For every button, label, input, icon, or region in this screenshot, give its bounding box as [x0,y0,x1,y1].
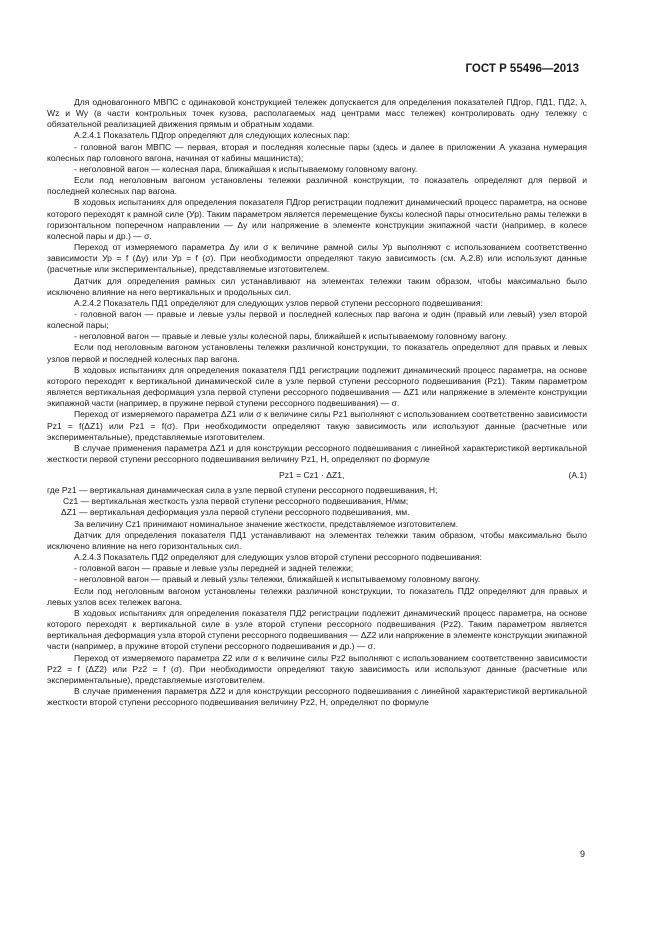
body-text [47,97,587,708]
paragraph: А.2.4.2 Показатель ПД1 определяют для следующих узлов первой ступени рессорного подвешивания: [74,297,483,308]
legend-item: ΔZ1 — вертикальная деформация узла первой ступени рессорного подвешивания, мм. [61,507,410,518]
paragraph: Для одновагонного МВПС с одинаковой конструкцией тележек допускается для определения показателей ПДгор, ПД1, ПД2, λ, Wz и Wy (в части контрольных точек кузова, располагаемых над центрами масс тележек) контролировать одну тележку с обязательной реализацией движения прямым и обратным ходами. [47,97,587,130]
formula-a1 [47,468,587,485]
paragraph: А.2.4.3 Показатель ПД2 определяют для следующих узлов второй ступени рессорного подвешивания: [74,552,482,563]
paragraph: - головной вагон — правые и левые узлы передней и задней тележки; [74,563,354,574]
paragraph: За величину Сz1 принимают номинальное значение жесткости, представляемое изготовителем. [74,518,459,529]
standard-header: ГОСТ Р 55496—2013 [465,63,579,75]
paragraph: В случае применения параметра ΔZ2 и для конструкции рессорного подвешивания с линейной характеристикой вертикальной жесткости второй ступени рессорного подвешивания величину Рz2, Н, определяют по формуле [47,685,587,708]
paragraph: В случае применения параметра ΔZ1 и для конструкции рессорного подвешивания с линейной характеристикой вертикальной жесткости первой ступени рессорного подвешивания величину Рz1, Н, определяют по формуле [47,442,587,464]
paragraph: Переход от измеряемого параметра ΔZ1 или σ к величине силы Рz1 выполняют с использованием соответственно зависимости Рz1 = f(ΔZ1) или Рz1 = f(σ). При необходимости определяют такую зависимость или используют данные (расчетные или экспериментальные), представляемые изготовителем. [47,409,587,442]
legend-item: где Рz1 — вертикальная динамическая сила в узле первой ступени рессорного подвешивания, Н; [47,485,438,496]
paragraph: - головной вагон МВПС — первая, вторая и последняя колесные пары (здесь и далее в приложении А указана нумерация колесных пар головного вагона, начиная от кабины машиниста); [47,141,587,163]
paragraph: В ходовых испытаниях для определения показателя ПД2 регистрации подлежит динамический процесс параметра, на основе которого переходят к вертикальной силе в узле второй ступени рессорного подвешивания (Рz2). Таким параметром является вертикальная деформация узла второй ступени рессорного подвешивания — ΔZ2 или напряжение в элементе конструкции экипажной части (например, в пружине второй ступени рессорного подвешивания и др.) — σ. [47,607,587,652]
paragraph: Переход от измеряемого параметра Z2 или σ к величине силы Рz2 выполняют с использованием соответственно зависимости Рz2 = f (ΔZ2) или Рz2 = f (σ). При необходимости определяют такую зависимость или используют данные (расчетные или экспериментальные), представляемые изготовителем. [47,652,587,685]
paragraph: Если под неголовным вагоном установлены тележки различной конструкции, то показатель ПД2 определяют для правых и левых узлов всех тележек вагона. [47,585,587,607]
paragraph: - неголовной вагон — правый и левый узлы тележки, ближайшей к испытываемому головному вагону. [74,574,481,585]
page-number: 9 [579,849,585,859]
paragraph: - головной вагон — правые и левые узлы первой и последней колесных пар вагона и один (правый или левый) узел второй колесной пары; [47,308,587,331]
paragraph: Если под неголовным вагоном установлены тележки различной конструкции, то показатель определяют для первой и последней колесных пар вагона. [47,175,587,197]
paragraph: - неголовной вагон — правые и левые узлы колесной пары, ближайшей к испытываемому головному вагону. [74,331,508,342]
paragraph: В ходовых испытаниях для определения показателя ПД1 регистрации подлежит динамический процесс параметра, на основе которого переходят к вертикальной динамической силе в узле первой ступени рессорного подвешивания (Рz1). Таким параметром является вертикальная деформация узла первой ступени рессорного подвешивания — ΔZ1 или напряжение в элементе конструкции экипажной части (например, в пружине первой ступени рессорного подвешивания) — σ. [47,364,587,409]
paragraph: В ходовых испытаниях для определения показателя ПДгор регистрации подлежит динамический процесс параметра, на основе которого переходят к рамной силе (Ур). Таким параметром является перемещение буксы колесной пары относительно рамы тележки в горизонтальном поперечном направлении — Δу или напряжение в элементе конструкции экипажной части (например, в колесе колесной пары и др.) — σ. [47,197,587,241]
formula-number: (А.1) [568,470,587,481]
legend-item: Сz1 — вертикальная жесткость узла первой ступени рессорного подвешивания, Н/мм; [63,496,409,507]
formula-legend [47,485,587,518]
formula-expression: Рz1 = Сz1 · ΔZ1, [279,470,345,481]
paragraph: Датчик для определения рамных сил устанавливают на элементах тележки таким образом, чтобы максимально было исключено влияние на него вертикальных и продольных сил. [47,275,587,297]
paragraph: - неголовной вагон — колесная пара, ближайшая к испытываемому головному вагону. [74,163,418,174]
paragraph: Переход от измеряемого параметра Δу или σ к величине рамной силы Ур выполняют с использованием соответственно зависимости Ур = f (Δу) или Ур = f (σ). При необходимости определяют такую зависимость (см. А.2.8) или используют данные (расчетные или экспериментальные), представляемые изготовителем. [47,242,587,275]
paragraph: Датчик для определения показателя ПД1 устанавливают на элементах тележки таким образом, чтобы максимально было исключено влияние на него горизонтальных сил. [47,529,587,551]
paragraph: А.2.4.1 Показатель ПДгор определяют для следующих колесных пар: [74,130,350,141]
paragraph: Если под неголовным вагоном установлены тележки различной конструкции, то показатель определяют для правых и левых узлов первой и последней колесных пар вагона. [47,342,587,364]
